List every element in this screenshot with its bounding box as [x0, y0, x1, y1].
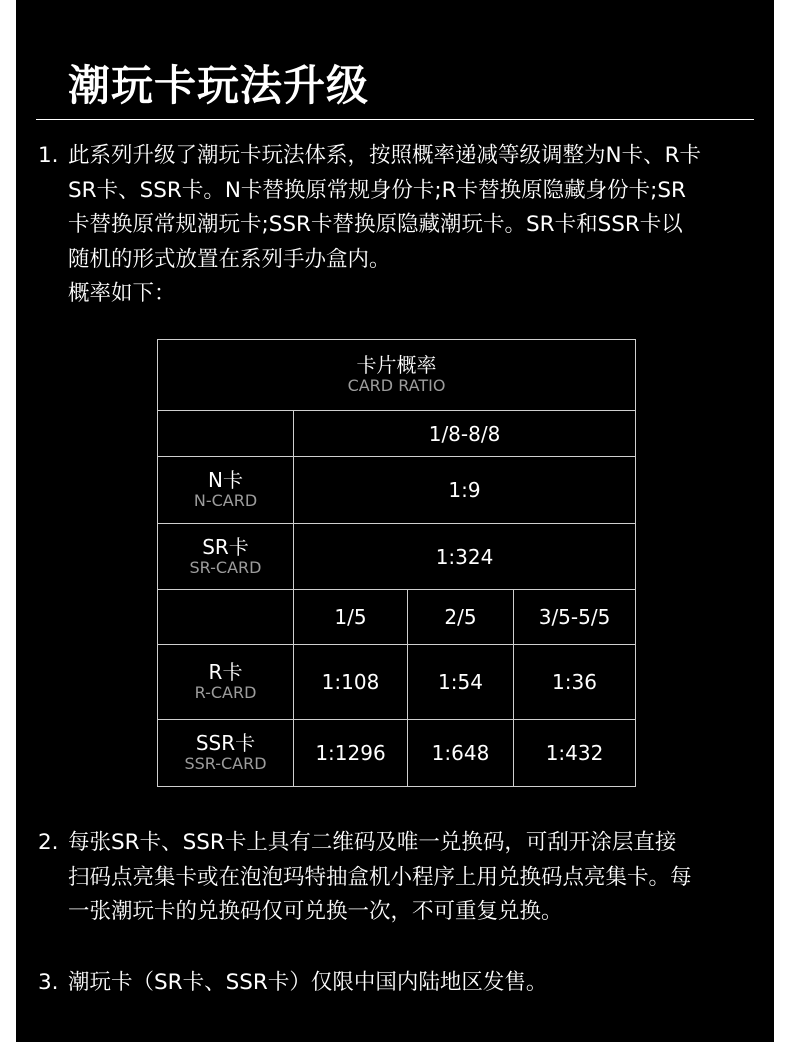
card-type-cn: SR卡: [202, 534, 249, 559]
table-row: [158, 524, 636, 590]
item-text: 每张SR卡、SSR卡上具有二维码及唯一兑换码，可刮开涂层直接 扫码点亮集卡或在泡泡玛特抽盒机小程序上用兑换码点亮集卡。每 一张潮玩卡的兑换码仅可兑换一次，不可重复兑换。: [68, 830, 692, 924]
ratio-value-cell: 1:1296: [294, 720, 408, 787]
table-header-row: [158, 340, 636, 411]
empty-cell: [158, 590, 294, 645]
empty-cell: [158, 411, 294, 457]
card-type-en: R-CARD: [194, 683, 257, 702]
card-type-cn: N卡: [208, 468, 243, 492]
card-type-en: SR-CARD: [189, 557, 262, 577]
content-panel: [16, 0, 774, 1042]
table-row: [158, 720, 636, 787]
item-number: 1.: [38, 143, 59, 168]
range-cell: 3/5-5/5: [514, 590, 636, 645]
item-number: 2.: [38, 830, 59, 855]
table-row: [158, 645, 636, 720]
ratio-value-cell: 1:648: [408, 720, 514, 787]
range-cell: 1/8-8/8: [294, 411, 636, 457]
row-label-cell: [158, 720, 294, 787]
card-ratio-table: [157, 339, 636, 787]
table-row: [158, 411, 636, 457]
list-item-1: [38, 139, 756, 312]
ratio-value-cell: 1:432: [514, 720, 636, 787]
ratio-value-cell: 1:9: [294, 457, 636, 524]
table-row: [158, 590, 636, 645]
ratio-value-cell: 1:36: [514, 645, 636, 720]
ratio-value-cell: 1:54: [408, 645, 514, 720]
range-cell: 2/5: [408, 590, 514, 645]
table-header-cn: 卡片概率: [356, 353, 437, 377]
list-item-3: [38, 966, 756, 1001]
table-header-en: CARD RATIO: [347, 376, 446, 395]
row-label-cell: [158, 524, 294, 590]
item-text: 此系列升级了潮玩卡玩法体系，按照概率递减等级调整为N卡、R卡 SR卡、SSR卡。N卡替换原常规身份卡;R卡替换原隐藏身份卡;SR 卡替换原常规潮玩卡;SSR卡替换原隐藏潮玩卡。SR卡和SSR卡以 随机的形式放置在系列手办盒内。 概率如下：: [68, 143, 702, 306]
card-type-cn: SSR卡: [195, 731, 256, 755]
card-type-cn: R卡: [208, 660, 243, 684]
item-number: 3.: [38, 970, 59, 995]
item-text: 潮玩卡（SR卡、SSR卡）仅限中国内陆地区发售。: [68, 970, 548, 995]
table-header-cell: [158, 340, 636, 411]
list-item-2: [38, 826, 756, 930]
table-row: [158, 457, 636, 524]
row-label-cell: [158, 457, 294, 524]
range-cell: 1/5: [294, 590, 408, 645]
page-title: 潮玩卡玩法升级: [68, 61, 370, 110]
card-type-en: SSR-CARD: [184, 754, 267, 773]
ratio-value-cell: 1:108: [294, 645, 408, 720]
card-type-en: N-CARD: [193, 491, 258, 510]
title-divider: [36, 119, 754, 120]
ratio-value-cell: 1:324: [294, 524, 636, 590]
row-label-cell: [158, 645, 294, 720]
